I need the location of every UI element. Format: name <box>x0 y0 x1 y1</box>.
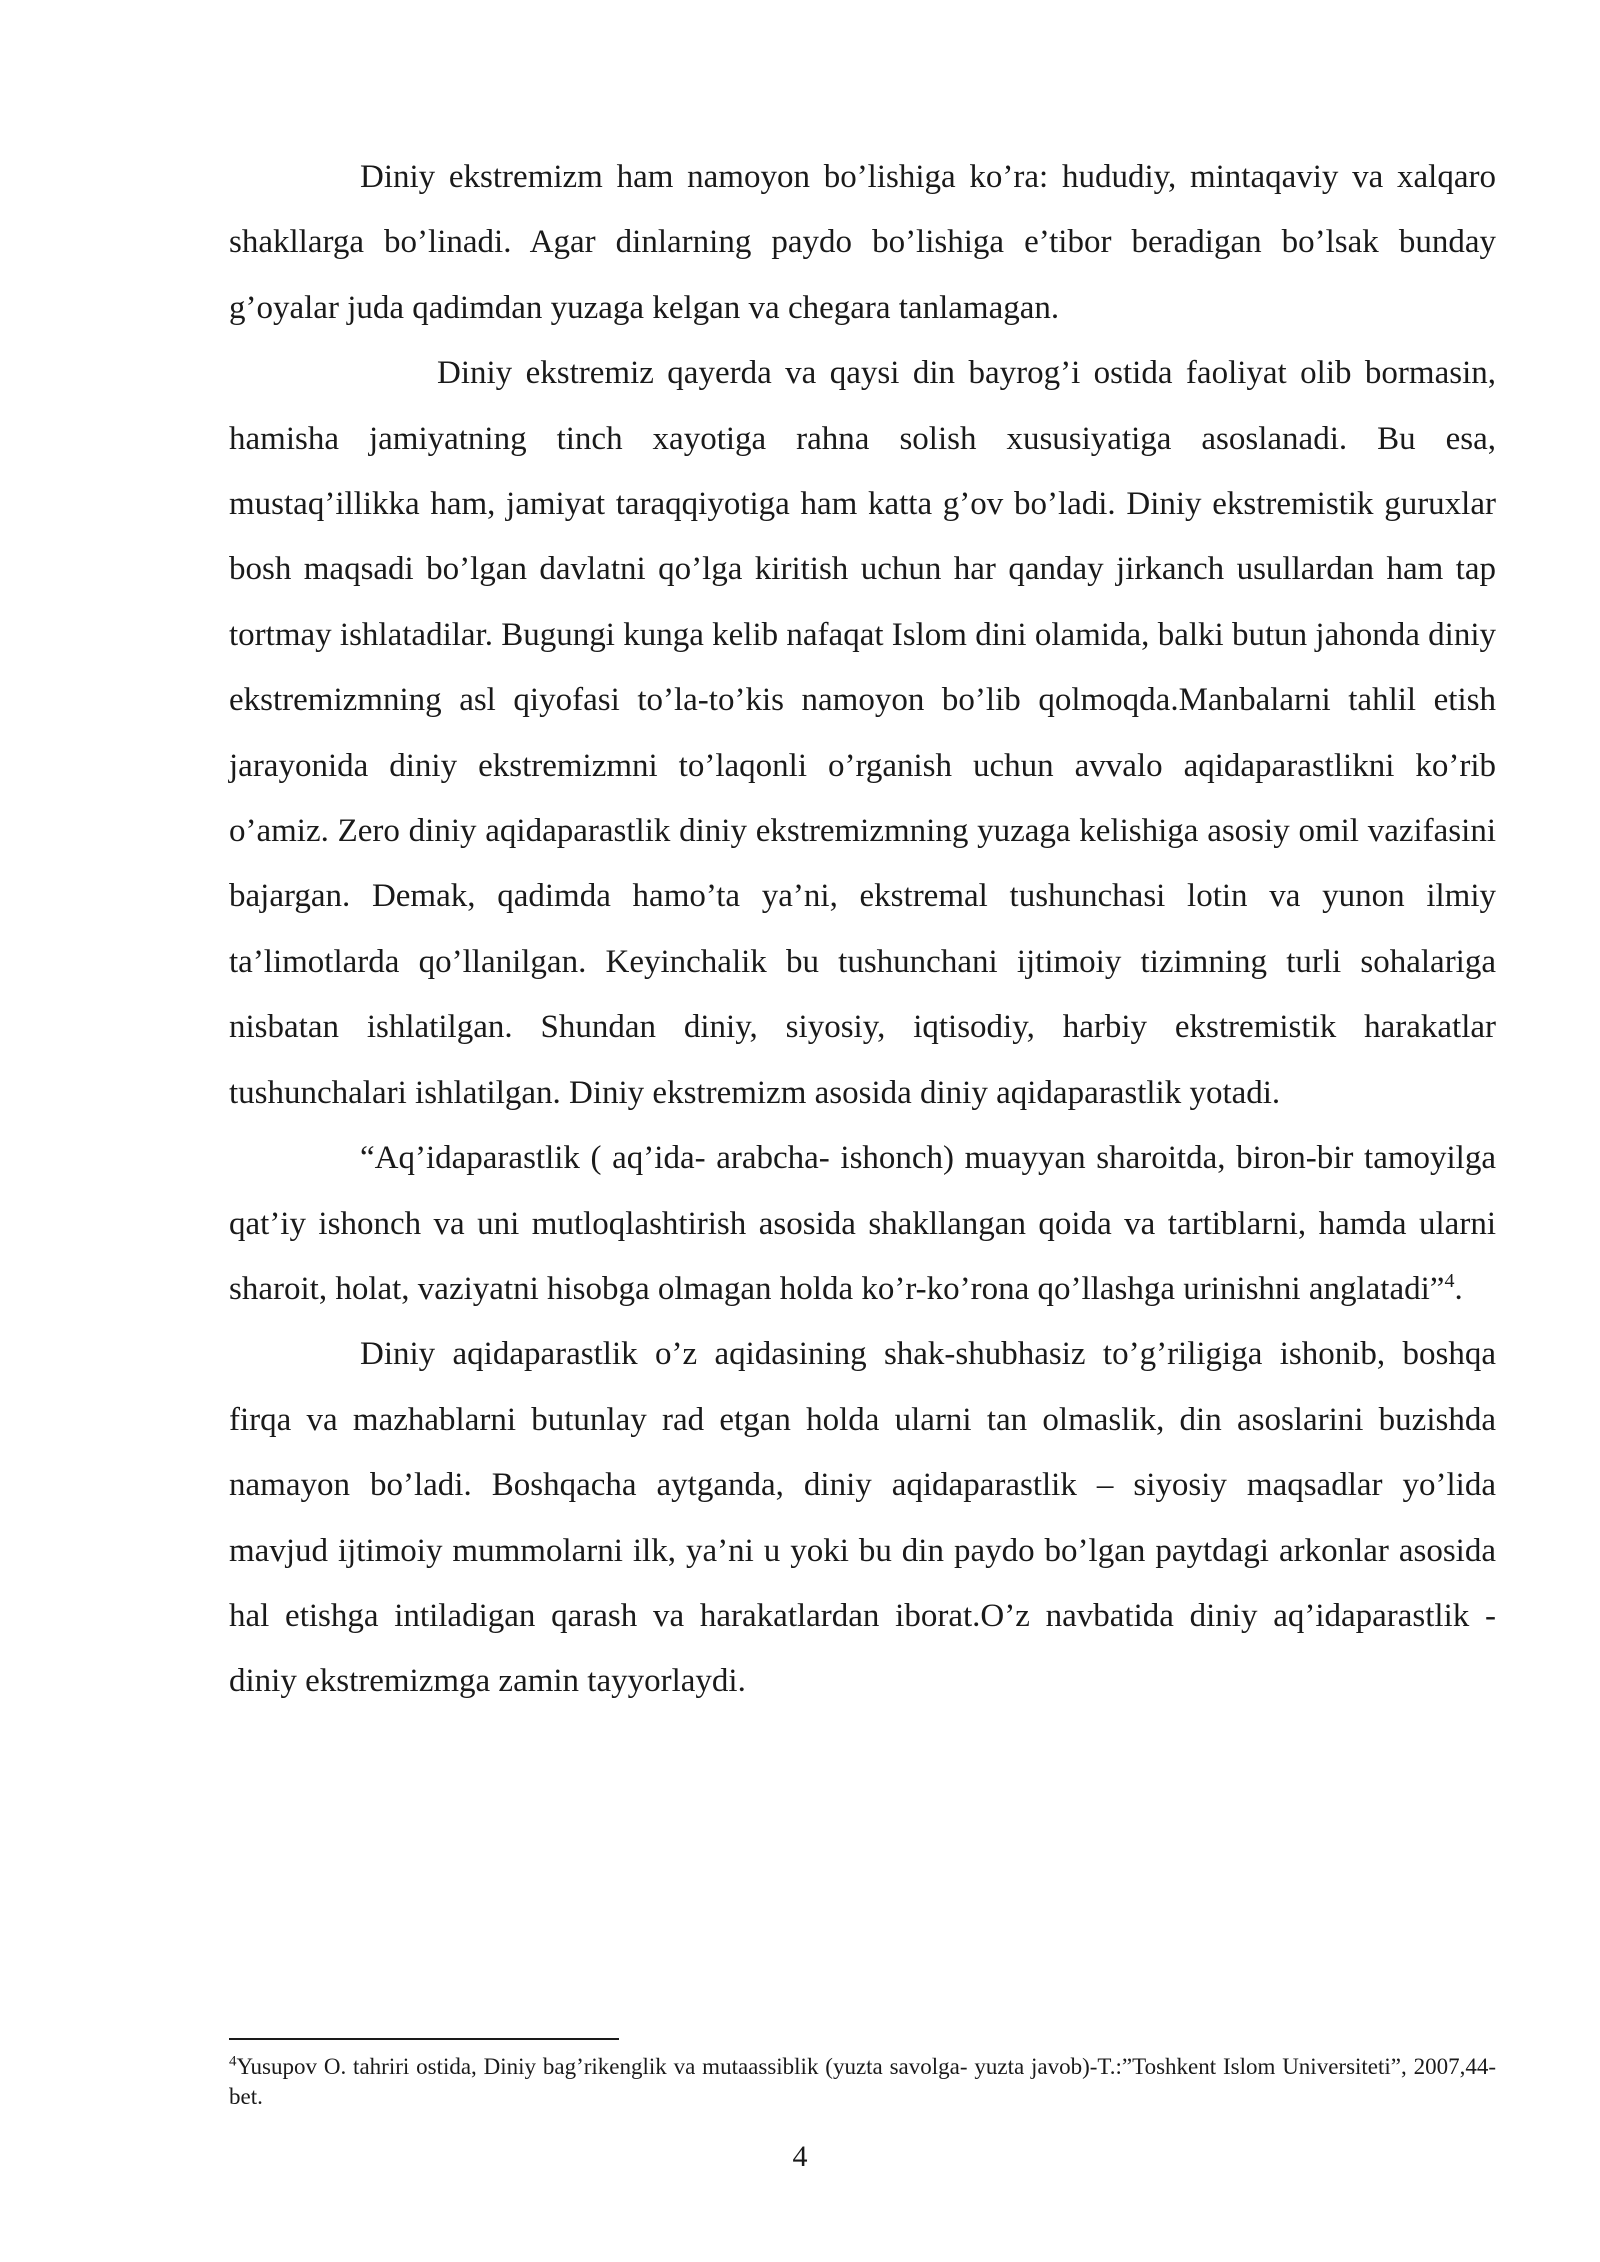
footnote-separator <box>229 2038 619 2040</box>
paragraph-3-text: “Aq’idaparastlik ( aq’ida- arabcha- ishonch) muayyan sharoitda, biron-bir tamoyilga qat’iy ishonch va uni mutloqlashtirish asosida shakllangan qoida va tartiblarni, hamda ularni sharoit, holat, vaziyatni hisobga olmagan holda ko’r-ko’rona qo’llashga urinishni anglatadi” <box>229 1140 1496 1307</box>
paragraph-3-tail: . <box>1454 1270 1463 1307</box>
footnote-text: Yusupov O. tahriri ostida, Diniy bag’rikenglik va mutaassiblik (yuzta savolga- yuzta javob)-T.:”Toshkent Islom Universiteti”, 2007,44-bet. <box>229 2054 1496 2109</box>
paragraph-1-text: Diniy ekstremizm ham namoyon bo’lishiga ko’ra: hududiy, mintaqaviy va xalqaro shakllarga bo’linadi. Agar dinlarning paydo bo’lishiga e’tibor beradigan bo’lsak bunday g’oyalar juda qadimdan yuzaga kelgan va chegara tanlamagan. <box>229 159 1496 326</box>
paragraph-3-quote <box>229 1126 1496 1322</box>
paragraph-2 <box>229 341 1496 1126</box>
footnote-marker: 4 <box>229 2053 237 2070</box>
paragraph-4 <box>229 1322 1496 1714</box>
paragraph-4-text: Diniy aqidaparastlik o’z aqidasining shak-shubhasiz to’g’riligiga ishonib, boshqa firqa va mazhablarni butunlay rad etgan holda ularni tan olmaslik, din asoslarini buzishda namayon bo’ladi. Boshqacha aytganda, diniy aqidaparastlik – siyosiy maqsadlar yo’lida mavjud ijtimoiy mummolarni ilk, ya’ni u yoki bu din paydo bo’lgan paytdagi arkonlar asosida hal etishga intiladigan qarash va harakatlardan iborat.O’z navbatida diniy aq’idaparastlik - diniy ekstremizmga zamin tayyorlaydi. <box>229 1336 1496 1700</box>
paragraph-2-text: Diniy ekstremiz qayerda va qaysi din bayrog’i ostida faoliyat olib bormasin, hamisha jamiyatning tinch xayotiga rahna solish xususiyatiga asoslanadi. Bu esa, mustaq’illikka ham, jamiyat taraqqiyotiga ham katta g’ov bo’ladi. Diniy ekstremistik guruxlar bosh maqsadi bo’lgan davlatni qo’lga kiritish uchun har qanday jirkanch usullardan ham tap tortmay ishlatadilar. Bugungi kunga kelib nafaqat Islom dini olamida, balki butun jahonda diniy ekstremizmning asl qiyofasi to’la-to’kis namoyon bo’lib qolmoqda.Manbalarni tahlil etish jarayonida diniy ekstremizmni to’laqonli o’rganish uchun avvalo aqidaparastlikni ko’rib o’amiz. Zero diniy aqidaparastlik diniy ekstremizmning yuzaga kelishiga asosiy omil vazifasini bajargan. Demak, qadimda hamo’ta ya’ni, ekstremal tushunchasi lotin va yunon ilmiy ta’limotlarda qo’llanilgan. Keyinchalik bu tushunchani ijtimoiy tizimning turli sohalariga nisbatan ishlatilgan. Shundan diniy, siyosiy, iqtisodiy, harbiy ekstremistik harakatlar tushunchalari ishlatilgan. Diniy ekstremizm asosida diniy aqidaparastlik yotadi. <box>229 355 1496 1111</box>
document-body <box>229 145 1496 1715</box>
paragraph-1 <box>229 145 1496 341</box>
footnote-reference[interactable]: 4 <box>1444 1269 1455 1292</box>
page-number: 4 <box>792 2140 808 2173</box>
footnote <box>229 2052 1496 2112</box>
